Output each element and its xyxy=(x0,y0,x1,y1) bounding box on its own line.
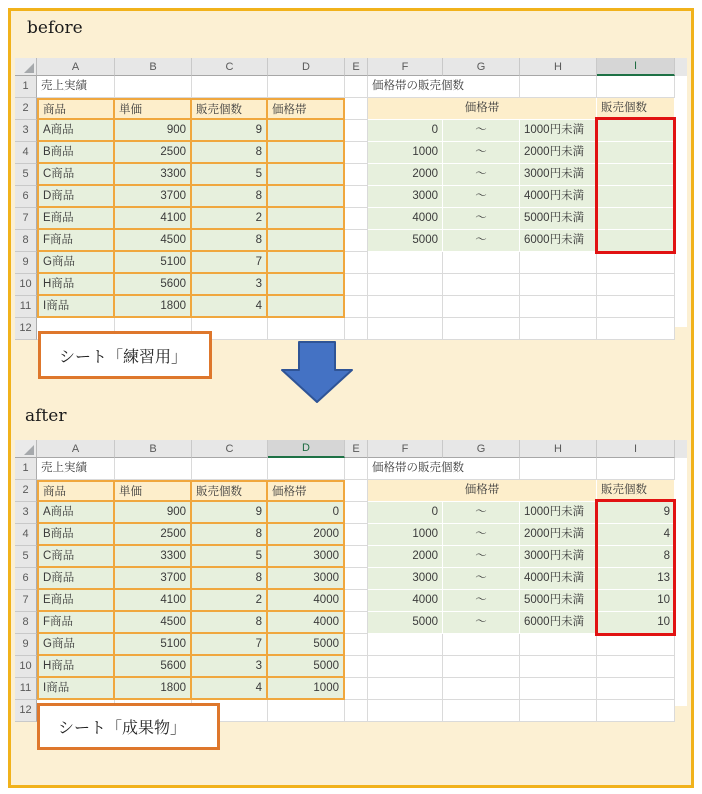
cell-c[interactable]: 5 xyxy=(192,164,268,186)
cell-i[interactable] xyxy=(597,76,675,98)
sheet-row xyxy=(15,296,687,318)
cell-h[interactable]: 1000円未満 xyxy=(520,120,597,142)
cell-f[interactable] xyxy=(368,678,443,700)
cell-e[interactable] xyxy=(345,480,368,502)
cell-i[interactable] xyxy=(597,252,675,274)
cell-d[interactable] xyxy=(268,252,345,274)
cell-a[interactable]: F商品 xyxy=(37,230,115,252)
outer-frame xyxy=(8,8,694,788)
sheet-row xyxy=(15,546,687,568)
cell-a[interactable]: I商品 xyxy=(37,296,115,318)
cell-a[interactable]: 商品 xyxy=(37,98,115,120)
column-header[interactable]: F xyxy=(368,58,443,76)
cell-c[interactable]: 9 xyxy=(192,120,268,142)
cell-b[interactable]: 4500 xyxy=(115,612,192,634)
cell-e[interactable] xyxy=(345,634,368,656)
sheet-row xyxy=(15,634,687,656)
sheet-rows xyxy=(15,458,687,722)
cell-c[interactable]: 3 xyxy=(192,274,268,296)
cell-e[interactable] xyxy=(345,252,368,274)
cell-f[interactable]: 4000 xyxy=(368,590,443,612)
cell-i[interactable]: 販売個数 xyxy=(597,98,675,120)
cell-d[interactable]: 価格帯 xyxy=(268,98,345,120)
cell-f[interactable]: 5000 xyxy=(368,230,443,252)
cell-i[interactable] xyxy=(597,458,675,480)
cell-e[interactable] xyxy=(345,142,368,164)
cell-a[interactable]: 売上実績 xyxy=(37,76,115,98)
sheet-row xyxy=(15,186,687,208)
cell-a[interactable]: 売上実績 xyxy=(37,458,115,480)
column-header[interactable]: G xyxy=(443,440,520,458)
row-number[interactable]: 7 xyxy=(15,208,37,230)
cell-d[interactable] xyxy=(268,76,345,98)
cell-f[interactable] xyxy=(368,274,443,296)
cell-c[interactable]: 7 xyxy=(192,634,268,656)
cell-e[interactable] xyxy=(345,590,368,612)
row-number[interactable]: 1 xyxy=(15,458,37,480)
cell-b[interactable]: 3700 xyxy=(115,568,192,590)
cell-f[interactable]: 価格帯 xyxy=(368,98,597,120)
cell-b[interactable]: 4500 xyxy=(115,230,192,252)
row-number[interactable]: 10 xyxy=(15,656,37,678)
cell-e[interactable] xyxy=(345,546,368,568)
cell-c[interactable]: 3 xyxy=(192,656,268,678)
cell-h[interactable] xyxy=(520,634,597,656)
sheet-row xyxy=(15,590,687,612)
sheet-row xyxy=(15,230,687,252)
sheet-row xyxy=(15,502,687,524)
cell-i[interactable] xyxy=(597,634,675,656)
column-header[interactable]: I xyxy=(597,440,675,458)
cell-h[interactable]: 5000円未満 xyxy=(520,208,597,230)
cell-i[interactable]: 10 xyxy=(597,612,675,634)
cell-d[interactable] xyxy=(268,186,345,208)
cell-c[interactable]: 7 xyxy=(192,252,268,274)
cell-b[interactable]: 5100 xyxy=(115,252,192,274)
row-number[interactable]: 6 xyxy=(15,186,37,208)
cell-b[interactable]: 3700 xyxy=(115,186,192,208)
cell-f[interactable]: 4000 xyxy=(368,208,443,230)
cell-i[interactable]: 9 xyxy=(597,502,675,524)
row-number[interactable]: 6 xyxy=(15,568,37,590)
cell-d[interactable]: 5000 xyxy=(268,656,345,678)
sheet-row xyxy=(15,76,687,98)
cell-g[interactable]: ～ xyxy=(443,120,520,142)
cell-e[interactable] xyxy=(345,296,368,318)
cell-g[interactable] xyxy=(443,700,520,722)
cell-c[interactable]: 8 xyxy=(192,142,268,164)
cell-c[interactable]: 5 xyxy=(192,546,268,568)
column-header[interactable]: E xyxy=(345,440,368,458)
cell-g[interactable]: ～ xyxy=(443,230,520,252)
cell-g[interactable] xyxy=(443,318,520,340)
cell-a[interactable]: E商品 xyxy=(37,208,115,230)
column-header[interactable]: C xyxy=(192,440,268,458)
column-header-row xyxy=(15,58,687,76)
cell-e[interactable] xyxy=(345,230,368,252)
sheet-row xyxy=(15,120,687,142)
select-all-triangle-icon xyxy=(24,63,34,73)
cell-a[interactable]: D商品 xyxy=(37,568,115,590)
column-header[interactable]: G xyxy=(443,58,520,76)
cell-e[interactable] xyxy=(345,98,368,120)
cell-d[interactable]: 1000 xyxy=(268,678,345,700)
cell-f[interactable] xyxy=(368,634,443,656)
after-title: after xyxy=(25,406,67,426)
cell-c[interactable]: 販売個数 xyxy=(192,480,268,502)
cell-b[interactable]: 1800 xyxy=(115,678,192,700)
cell-i[interactable]: 販売個数 xyxy=(597,480,675,502)
cell-h[interactable] xyxy=(520,296,597,318)
cell-f[interactable]: 価格帯の販売個数 xyxy=(368,76,520,98)
row-number[interactable]: 12 xyxy=(15,318,37,340)
cell-i[interactable] xyxy=(597,318,675,340)
cell-a[interactable]: B商品 xyxy=(37,524,115,546)
cell-d[interactable] xyxy=(268,142,345,164)
cell-a[interactable]: H商品 xyxy=(37,274,115,296)
cell-f[interactable]: 3000 xyxy=(368,568,443,590)
cell-d[interactable]: 3000 xyxy=(268,568,345,590)
cell-e[interactable] xyxy=(345,524,368,546)
sheet-row xyxy=(15,568,687,590)
cell-i[interactable] xyxy=(597,142,675,164)
select-all-corner[interactable] xyxy=(15,440,37,458)
cell-e[interactable] xyxy=(345,318,368,340)
cell-e[interactable] xyxy=(345,120,368,142)
cell-d[interactable] xyxy=(268,120,345,142)
sheet-row xyxy=(15,612,687,634)
cell-b[interactable]: 900 xyxy=(115,502,192,524)
cell-h[interactable]: 3000円未満 xyxy=(520,546,597,568)
cell-c[interactable] xyxy=(192,76,268,98)
callout-label: シート「練習用」 xyxy=(59,346,188,366)
cell-g[interactable] xyxy=(443,274,520,296)
sheet-name-callout-before xyxy=(38,331,212,379)
sheet-row xyxy=(15,98,687,120)
column-header[interactable]: B xyxy=(115,58,192,76)
cell-d[interactable]: 0 xyxy=(268,502,345,524)
cell-g[interactable] xyxy=(443,634,520,656)
cell-f[interactable] xyxy=(368,296,443,318)
down-arrow-icon xyxy=(280,341,354,404)
cell-e[interactable] xyxy=(345,458,368,480)
cell-i[interactable] xyxy=(597,656,675,678)
cell-c[interactable]: 9 xyxy=(192,502,268,524)
cell-b[interactable] xyxy=(115,458,192,480)
cell-b[interactable]: 5100 xyxy=(115,634,192,656)
cell-i[interactable] xyxy=(597,296,675,318)
row-number[interactable]: 3 xyxy=(15,120,37,142)
cell-a[interactable]: 商品 xyxy=(37,480,115,502)
cell-g[interactable] xyxy=(443,678,520,700)
row-number[interactable]: 2 xyxy=(15,98,37,120)
cell-g[interactable]: ～ xyxy=(443,208,520,230)
column-header[interactable]: A xyxy=(37,58,115,76)
cell-d[interactable] xyxy=(268,164,345,186)
cell-h[interactable] xyxy=(520,274,597,296)
cell-g[interactable]: ～ xyxy=(443,590,520,612)
cell-h[interactable]: 4000円未満 xyxy=(520,186,597,208)
cell-g[interactable]: ～ xyxy=(443,502,520,524)
cell-a[interactable]: E商品 xyxy=(37,590,115,612)
cell-h[interactable] xyxy=(520,700,597,722)
cell-i[interactable] xyxy=(597,208,675,230)
cell-e[interactable] xyxy=(345,502,368,524)
cell-a[interactable]: F商品 xyxy=(37,612,115,634)
cell-f[interactable]: 3000 xyxy=(368,186,443,208)
cell-b[interactable]: 単価 xyxy=(115,480,192,502)
cell-d[interactable] xyxy=(268,700,345,722)
column-header[interactable]: A xyxy=(37,440,115,458)
cell-c[interactable]: 4 xyxy=(192,678,268,700)
sheet-row xyxy=(15,678,687,700)
cell-i[interactable] xyxy=(597,230,675,252)
select-all-corner[interactable] xyxy=(15,58,37,76)
cell-b[interactable]: 3300 xyxy=(115,546,192,568)
cell-a[interactable]: D商品 xyxy=(37,186,115,208)
spreadsheet-before xyxy=(15,58,687,334)
row-number[interactable]: 9 xyxy=(15,634,37,656)
cell-b[interactable] xyxy=(115,76,192,98)
row-number[interactable]: 11 xyxy=(15,296,37,318)
sheet-row xyxy=(15,164,687,186)
cell-d[interactable] xyxy=(268,458,345,480)
cell-f[interactable]: 2000 xyxy=(368,164,443,186)
cell-e[interactable] xyxy=(345,274,368,296)
cell-f[interactable]: 価格帯 xyxy=(368,480,597,502)
cell-a[interactable]: I商品 xyxy=(37,678,115,700)
cell-c[interactable]: 2 xyxy=(192,590,268,612)
row-number[interactable]: 8 xyxy=(15,612,37,634)
cell-c[interactable]: 8 xyxy=(192,230,268,252)
sheet-row xyxy=(15,458,687,480)
row-number[interactable]: 5 xyxy=(15,164,37,186)
cell-a[interactable]: A商品 xyxy=(37,502,115,524)
cell-h[interactable]: 1000円未満 xyxy=(520,502,597,524)
cell-e[interactable] xyxy=(345,656,368,678)
cell-b[interactable]: 4100 xyxy=(115,208,192,230)
cell-e[interactable] xyxy=(345,186,368,208)
cell-e[interactable] xyxy=(345,164,368,186)
cell-i[interactable] xyxy=(597,186,675,208)
column-header[interactable]: D xyxy=(268,440,345,458)
column-header[interactable]: I xyxy=(597,58,675,76)
sheet-row xyxy=(15,208,687,230)
cell-d[interactable] xyxy=(268,230,345,252)
cell-f[interactable]: 価格帯の販売個数 xyxy=(368,458,520,480)
cell-h[interactable] xyxy=(520,252,597,274)
cell-d[interactable] xyxy=(268,274,345,296)
spreadsheet-after xyxy=(15,440,687,716)
cell-f[interactable]: 5000 xyxy=(368,612,443,634)
column-header[interactable]: B xyxy=(115,440,192,458)
column-header[interactable]: H xyxy=(520,58,597,76)
cell-h[interactable]: 2000円未満 xyxy=(520,142,597,164)
before-title: before xyxy=(27,18,83,38)
cell-i[interactable] xyxy=(597,678,675,700)
cell-c[interactable]: 8 xyxy=(192,612,268,634)
callout-label: シート「成果物」 xyxy=(58,718,187,737)
cell-i[interactable] xyxy=(597,120,675,142)
row-number[interactable]: 3 xyxy=(15,502,37,524)
cell-e[interactable] xyxy=(345,700,368,722)
cell-g[interactable]: ～ xyxy=(443,612,520,634)
cell-f[interactable]: 1000 xyxy=(368,524,443,546)
cell-e[interactable] xyxy=(345,76,368,98)
sheet-row xyxy=(15,252,687,274)
cell-i[interactable]: 13 xyxy=(597,568,675,590)
sheet-row xyxy=(15,274,687,296)
sheet-rows xyxy=(15,76,687,340)
column-header-row xyxy=(15,440,687,458)
row-number[interactable]: 10 xyxy=(15,274,37,296)
cell-b[interactable]: 3300 xyxy=(115,164,192,186)
cell-e[interactable] xyxy=(345,678,368,700)
row-number[interactable]: 7 xyxy=(15,590,37,612)
cell-c[interactable] xyxy=(192,458,268,480)
cell-i[interactable] xyxy=(597,274,675,296)
cell-f[interactable] xyxy=(368,318,443,340)
cell-h[interactable]: 4000円未満 xyxy=(520,568,597,590)
cell-b[interactable]: 5600 xyxy=(115,274,192,296)
row-number[interactable]: 1 xyxy=(15,76,37,98)
cell-f[interactable]: 0 xyxy=(368,502,443,524)
row-number[interactable]: 8 xyxy=(15,230,37,252)
cell-g[interactable] xyxy=(443,252,520,274)
cell-g[interactable]: ～ xyxy=(443,524,520,546)
cell-g[interactable]: ～ xyxy=(443,186,520,208)
cell-f[interactable]: 0 xyxy=(368,120,443,142)
column-header[interactable]: C xyxy=(192,58,268,76)
cell-h[interactable] xyxy=(520,458,597,480)
cell-h[interactable]: 3000円未満 xyxy=(520,164,597,186)
row-number[interactable]: 4 xyxy=(15,524,37,546)
cell-h[interactable]: 5000円未満 xyxy=(520,590,597,612)
cell-a[interactable]: G商品 xyxy=(37,252,115,274)
sheet-row xyxy=(15,480,687,502)
cell-a[interactable]: H商品 xyxy=(37,656,115,678)
cell-b[interactable]: 1800 xyxy=(115,296,192,318)
cell-g[interactable] xyxy=(443,656,520,678)
cell-a[interactable]: C商品 xyxy=(37,546,115,568)
sheet-row xyxy=(15,656,687,678)
row-number[interactable]: 5 xyxy=(15,546,37,568)
cell-d[interactable] xyxy=(268,296,345,318)
cell-a[interactable]: C商品 xyxy=(37,164,115,186)
cell-h[interactable]: 6000円未満 xyxy=(520,230,597,252)
cell-d[interactable]: 4000 xyxy=(268,590,345,612)
cell-d[interactable]: 5000 xyxy=(268,634,345,656)
cell-d[interactable] xyxy=(268,318,345,340)
cell-g[interactable]: ～ xyxy=(443,142,520,164)
select-all-triangle-icon xyxy=(24,445,34,455)
cell-c[interactable]: 2 xyxy=(192,208,268,230)
cell-h[interactable]: 2000円未満 xyxy=(520,524,597,546)
cell-g[interactable]: ～ xyxy=(443,546,520,568)
cell-d[interactable]: 3000 xyxy=(268,546,345,568)
row-number[interactable]: 9 xyxy=(15,252,37,274)
cell-h[interactable] xyxy=(520,678,597,700)
cell-i[interactable] xyxy=(597,164,675,186)
cell-d[interactable]: 価格帯 xyxy=(268,480,345,502)
column-header[interactable]: D xyxy=(268,58,345,76)
cell-a[interactable]: B商品 xyxy=(37,142,115,164)
cell-d[interactable]: 4000 xyxy=(268,612,345,634)
cell-i[interactable]: 8 xyxy=(597,546,675,568)
cell-e[interactable] xyxy=(345,208,368,230)
cell-e[interactable] xyxy=(345,568,368,590)
cell-f[interactable]: 2000 xyxy=(368,546,443,568)
cell-c[interactable]: 8 xyxy=(192,186,268,208)
cell-f[interactable] xyxy=(368,252,443,274)
cell-a[interactable]: G商品 xyxy=(37,634,115,656)
cell-b[interactable]: 単価 xyxy=(115,98,192,120)
cell-f[interactable] xyxy=(368,656,443,678)
cell-b[interactable]: 2500 xyxy=(115,142,192,164)
cell-h[interactable] xyxy=(520,76,597,98)
cell-i[interactable]: 4 xyxy=(597,524,675,546)
cell-i[interactable]: 10 xyxy=(597,590,675,612)
cell-f[interactable]: 1000 xyxy=(368,142,443,164)
cell-d[interactable]: 2000 xyxy=(268,524,345,546)
column-header[interactable]: F xyxy=(368,440,443,458)
cell-g[interactable] xyxy=(443,296,520,318)
cell-d[interactable] xyxy=(268,208,345,230)
column-header[interactable]: E xyxy=(345,58,368,76)
sheet-row xyxy=(15,524,687,546)
row-number[interactable]: 11 xyxy=(15,678,37,700)
cell-f[interactable] xyxy=(368,700,443,722)
cell-c[interactable]: 4 xyxy=(192,296,268,318)
cell-b[interactable]: 900 xyxy=(115,120,192,142)
column-header[interactable]: H xyxy=(520,440,597,458)
sheet-row xyxy=(15,142,687,164)
cell-h[interactable] xyxy=(520,318,597,340)
cell-c[interactable]: 8 xyxy=(192,524,268,546)
cell-i[interactable] xyxy=(597,700,675,722)
cell-c[interactable]: 8 xyxy=(192,568,268,590)
cell-g[interactable]: ～ xyxy=(443,568,520,590)
cell-g[interactable]: ～ xyxy=(443,164,520,186)
cell-h[interactable]: 6000円未満 xyxy=(520,612,597,634)
row-number[interactable]: 12 xyxy=(15,700,37,722)
cell-b[interactable]: 5600 xyxy=(115,656,192,678)
cell-e[interactable] xyxy=(345,612,368,634)
cell-h[interactable] xyxy=(520,656,597,678)
row-number[interactable]: 4 xyxy=(15,142,37,164)
cell-a[interactable]: A商品 xyxy=(37,120,115,142)
cell-b[interactable]: 4100 xyxy=(115,590,192,612)
cell-c[interactable]: 販売個数 xyxy=(192,98,268,120)
sheet-name-callout-after xyxy=(37,703,220,750)
cell-b[interactable]: 2500 xyxy=(115,524,192,546)
row-number[interactable]: 2 xyxy=(15,480,37,502)
